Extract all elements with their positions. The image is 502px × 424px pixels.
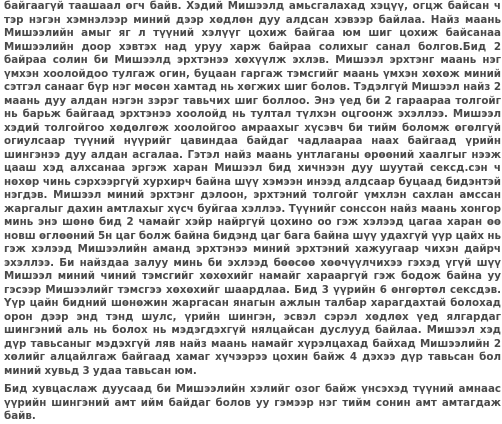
body-paragraph: байгаагүй таашаал өгч байв. Хэдий Мишээлд амьсгалахад хэцүү, огцж байсан ч тэр нэгэн хэмнэлээр миний дээр хөдлөн дуу алдсан хэвээр байлаа. Найз маань Мишээлийн амыг яг л түүний хэлүүг цохиж байгаа юм шиг цохиж байсанаа Мишээлийн доор хэвтэх над уруу харж байраа солихыг санал болгов.Бид 2 байраа солин би Мишээлд эрхтэнээ хөхүүлж эхлэв. Мишээл эрхтэнг маань нэг үмхэн хоолойдоо тулгаж огин, буцаан гаргаж тэмсгийг маань үмхэн хөхөж миний сэтгэл санааг бүр нэг мөсөн хамтад нь хөгжих шиг болов. Тэдэлгүй Мишээл найз 2 маань дуу алдан нэгэн зэрэг тавьчих шиг боллоо. Энэ үед би 2 гараараа толгойг нь барьж байгаад эрхтэнээ хоолойд нь тултал түлхэн оцгоонж эхэллээ. Мишээл хэдий толгойгоо хөдөлгөж хоолойгоо амраахыг хүсэвч би тийм боломж өгөлгүй огиулсаар түүний нүүрийг цавиндаа байдаг чадлаараа наах байгаад үрийн шингэнээ дуу алдан асгалаа. Гэтэл найз маань унтлаганы өрөөний хаалгыг нээж цааш хэд алхсанаа эргэж харан Мишээл бид хичнээн дуу шуутай сексд.сэн ч нөхөр чинь сэрхээргүй хурхирч байна шүү хэмээн инээд алдсаар буцаад бидэнтэй нэгдэв. Мишээл миний эрхтэнг дэлоон, эрхтэний толгойг үмхлэн сахлан амссан жаргалыг дахин амтлахыг хүсч буйгаа хэллээ. Түүнийг сонссон найз маань хонгор минь энэ шөнө бид 2 чамайг хэйр найргүй цохино оо гэж хэлээд цагаа харан өө новш өглөөний 5н цаг болж байна бидэнд цаг бага байна шүү удахгүй үүр цайх нь гэж хэлээд Мишээлийн аманд эрхтэнээ миний эрхтэний хажуугаар чихэн дайрч эхэллээ. Би найздаа залуу минь би эхлээд бөөсөө хөөчүүлчихээ гэхэд үгүй шүү Мишээл миний чиний тэмсгийг хөхөхийг намайг харааргүй гэж бодож байна уу гэсээр Мишээлийг тэмсгээ хөхөхийг шаардлаа. Бид 3 үүрийн 6 өнгөртөл сексдэв. Үүр цайн бидний шөнөжин жаргасан янагын ажлын талбар харагдахтай болохад орон дээр энд тэнд шулс, үрийн шингэн, эсвэл сэрэл хөдлөх үед ялгардаг шингэний аль нь болох нь мэдэгдэхгүй нялцайсан дуслууд байлаа. Мишээл хэд дүр тавьсаныг мэдэхгүй ляв найз маань намайг хүрэлцахад байхад Мишээлийн 2 хөлийг алцайлгаж байгаад хамаг хүчээрээ цохин байж 4 дэхээ дүр тавьсан бол миний хувьд 3 удаа тавьсан юм.	[4, 0, 501, 377]
body-paragraph: Бид хувцаслаж дуусаад би Мишээлийн хэлийг озог байж үнсэхэд түүний амнаас үүрийн шингэний амт ийм байдаг болов уу гэмээр нэг тийм сонин амт амтагдаж байв.	[4, 383, 501, 422]
